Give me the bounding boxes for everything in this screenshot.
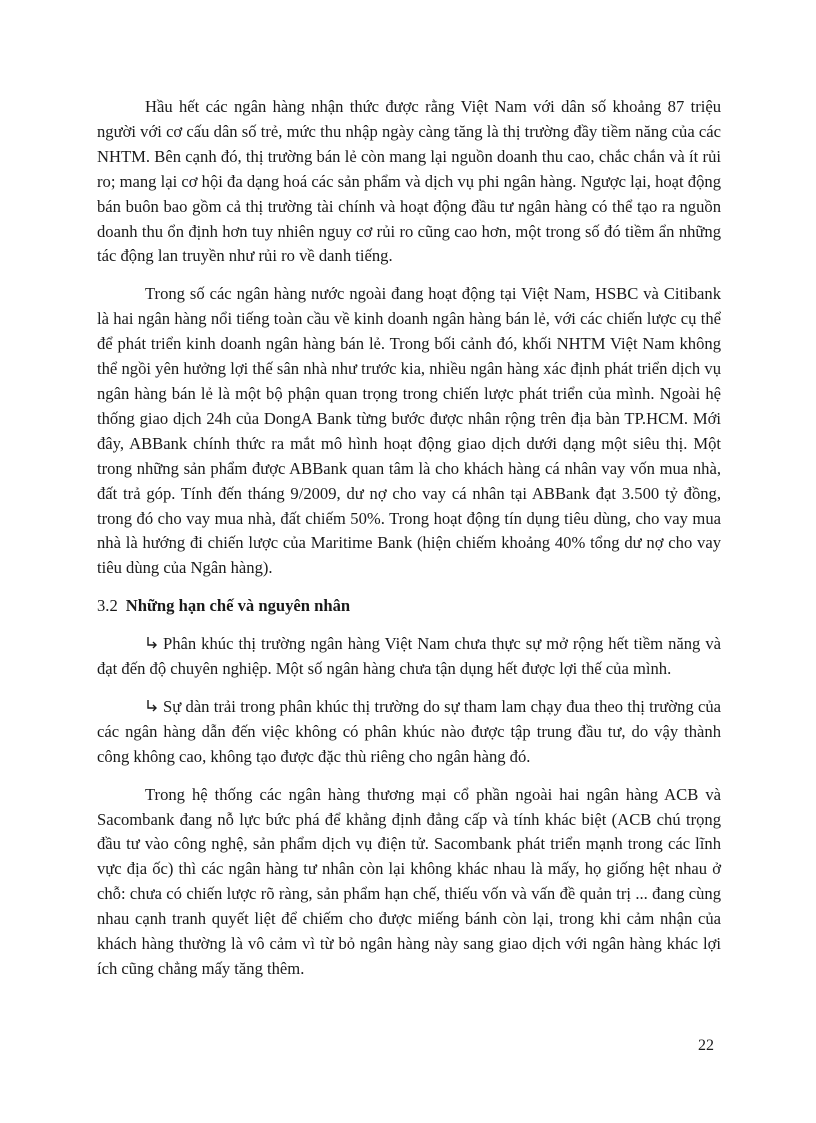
bullet-item [97, 695, 721, 770]
bullet-item [97, 632, 721, 682]
page-number: 22 [698, 1037, 714, 1054]
paragraph: Trong số các ngân hàng nước ngoài đang hoạt động tại Việt Nam, HSBC và Citibank là hai ngân hàng nổi tiếng toàn cầu về kinh doanh ngân hàng bán lẻ, với các chiến lược cụ thể để phát triển kinh doanh ngân hàng bán lẻ. Trong bối cảnh đó, khối NHTM Việt Nam không thể ngồi yên hưởng lợi thế sân nhà như trước kia, nhiều ngân hàng xác định phát triển dịch vụ ngân hàng bán lẻ là một bộ phận quan trọng trong chiến lược phát triển của mình. Ngoài hệ thống giao dịch 24h của DongA Bank từng bước được nhân rộng trên địa bàn TP.HCM. Mới đây, ABBank chính thức ra mắt mô hình hoạt động giao dịch dưới dạng một siêu thị. Một trong những sản phẩm được ABBank quan tâm là cho khách hàng cá nhân vay vốn mua nhà, đất trả góp. Tính đến tháng 9/2009, dư nợ cho vay cá nhân tại ABBank đạt 3.500 tỷ đồng, trong đó cho vay mua nhà, đất chiếm 50%. Trong hoạt động tín dụng tiêu dùng, cho vay mua nhà là hướng đi chiến lược của Maritime Bank (hiện chiếm khoảng 40% tổng dư nợ cho vay tiêu dùng của Ngân hàng). [97, 284, 721, 578]
bullet-text: Phân khúc thị trường ngân hàng Việt Nam chưa thực sự mở rộng hết tiềm năng và đạt đến độ chuyên nghiệp. Một số ngân hàng chưa tận dụng hết được lợi thế của mình. [97, 634, 721, 679]
paragraph: Trong hệ thống các ngân hàng thương mại cổ phần ngoài hai ngân hàng ACB và Sacombank đang nỗ lực bức phá để khẳng định đẳng cấp và tính khác biệt (ACB chú trọng đầu tư vào công nghệ, sản phẩm dịch vụ điện tử. Sacombank phát triển mạnh trong các lĩnh vực địa ốc) thì các ngân hàng tư nhân còn lại không khác nhau là mấy, họ giống hệt nhau ở chỗ: chưa có chiến lược rõ ràng, sản phẩm hạn chế, thiếu vốn và vấn đề quản trị ... đang cùng nhau cạnh tranh quyết liệt để chiếm cho được miếng bánh còn lại, trong khi cảm nhận của khách hàng thường là vô cảm vì từ bỏ ngân hàng này sang giao dịch với ngân hàng khác lợi ích cũng chẳng mấy tăng thêm. [97, 784, 721, 978]
turn-right-arrow-icon [145, 636, 159, 650]
section-title: Những hạn chế và nguyên nhân [125, 596, 351, 616]
document-page [97, 95, 721, 982]
section-heading [97, 594, 721, 619]
paragraph: Hầu hết các ngân hàng nhận thức được rằng Việt Nam với dân số khoảng 87 triệu người với cơ cấu dân số trẻ, mức thu nhập ngày càng tăng là thị trường đầy tiềm năng của các NHTM. Bên cạnh đó, thị trường bán lẻ còn mang lại nguồn doanh thu cao, chắc chắn và ít rủi ro; mang lại cơ hội đa dạng hoá các sản phẩm và dịch vụ phi ngân hàng. Ngược lại, hoạt động bán buôn bao gồm cả thị trường tài chính và hoạt động đầu tư ngân hàng có thể tạo ra nguồn doanh thu ổn định hơn tuy nhiên nguy cơ rủi ro cũng cao hơn, một trong số đó tiềm ẩn những tác động lan truyền như rủi ro về danh tiếng. [97, 97, 721, 266]
turn-right-arrow-icon [145, 699, 159, 713]
bullet-text: Sự dàn trải trong phân khúc thị trường do sự tham lam chạy đua theo thị trường của các ngân hàng dẫn đến việc không có phân khúc nào được tập trung đầu tư, do vậy thành công không cao, không tạo được đặc thù riêng cho ngân hàng đó. [97, 696, 721, 766]
section-number: 3.2 [97, 596, 118, 616]
